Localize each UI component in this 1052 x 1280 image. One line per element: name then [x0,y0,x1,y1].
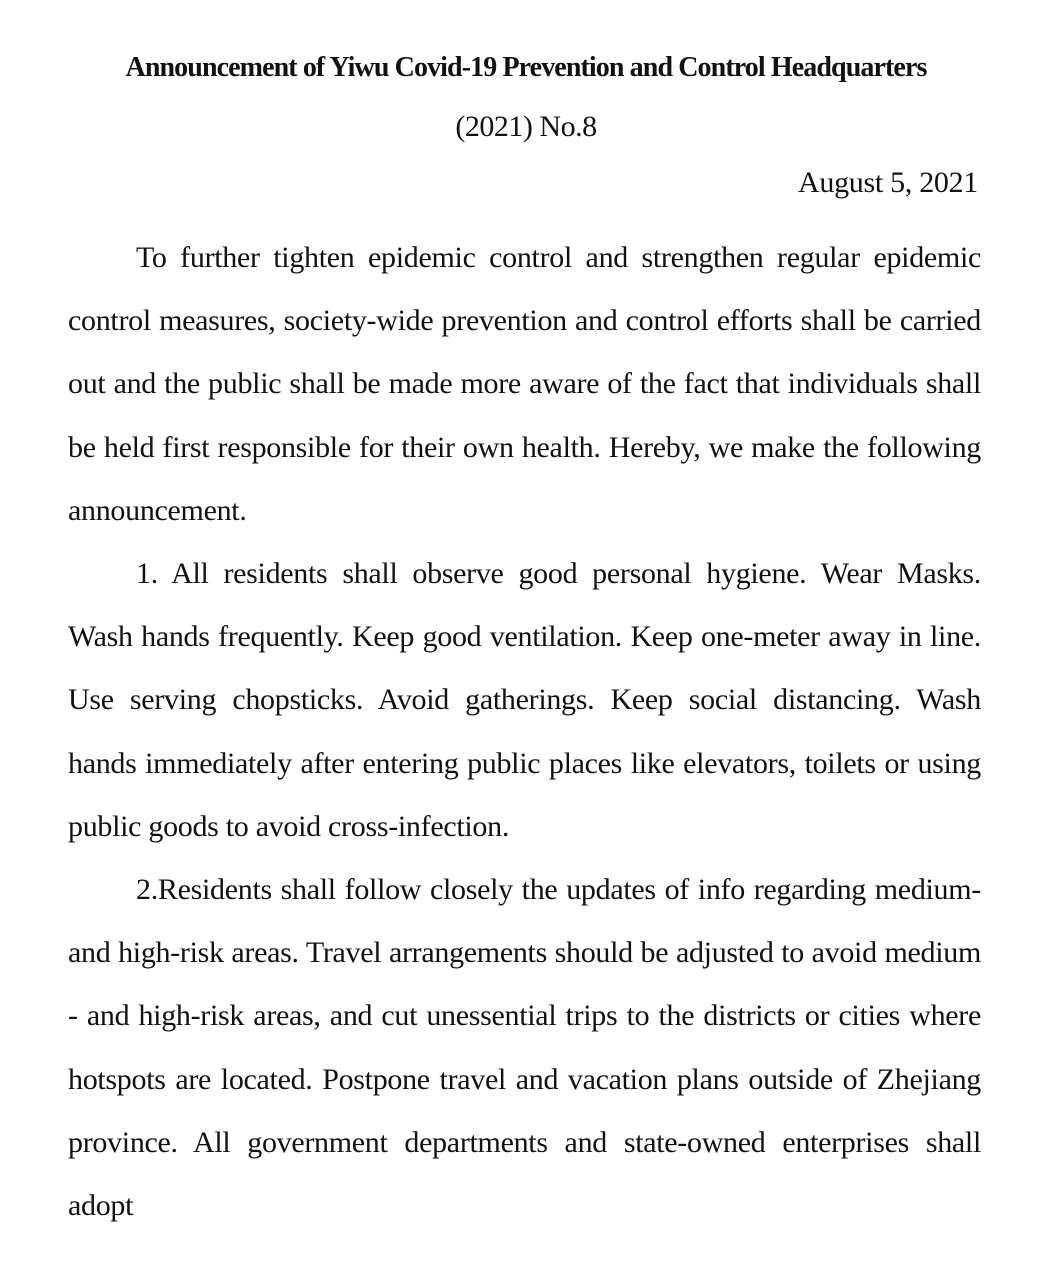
paragraph-intro: To further tighten epidemic control and strengthen regular epidemic control measures, society-wide prevention and control efforts shall be carried out and the public shall be made more aware of the fact that individuals shall be held first responsible for their own health. Hereby, we make the following announcement. [68,241,981,527]
paragraph-item-1: 1. All residents shall observe good personal hygiene. Wear Masks. Wash hands frequently. Keep good ventilation. Keep one-meter away in line. Use serving chopsticks. Avoid gatherings. Keep social distancing. Wash hands immediately after entering public places like elevators, toilets or using public goods to avoid cross-infection. [68,557,981,843]
paragraph-item-2: 2.Residents shall follow closely the updates of info regarding medium- and high-risk areas. Travel arrangements should be adjusted to avoid medium - and high-risk areas, and cut unessential trips to the districts or cities where hotspots are located. Postpone travel and vacation plans outside of Zhejiang province. All government departments and state-owned enterprises shall adopt [68,873,981,1223]
document-date: August 5, 2021 [798,166,978,199]
document-number: (2021) No.8 [455,110,597,143]
document-body [68,226,981,1237]
document-title: Announcement of Yiwu Covid-19 Prevention and Control Headquarters [125,52,927,83]
